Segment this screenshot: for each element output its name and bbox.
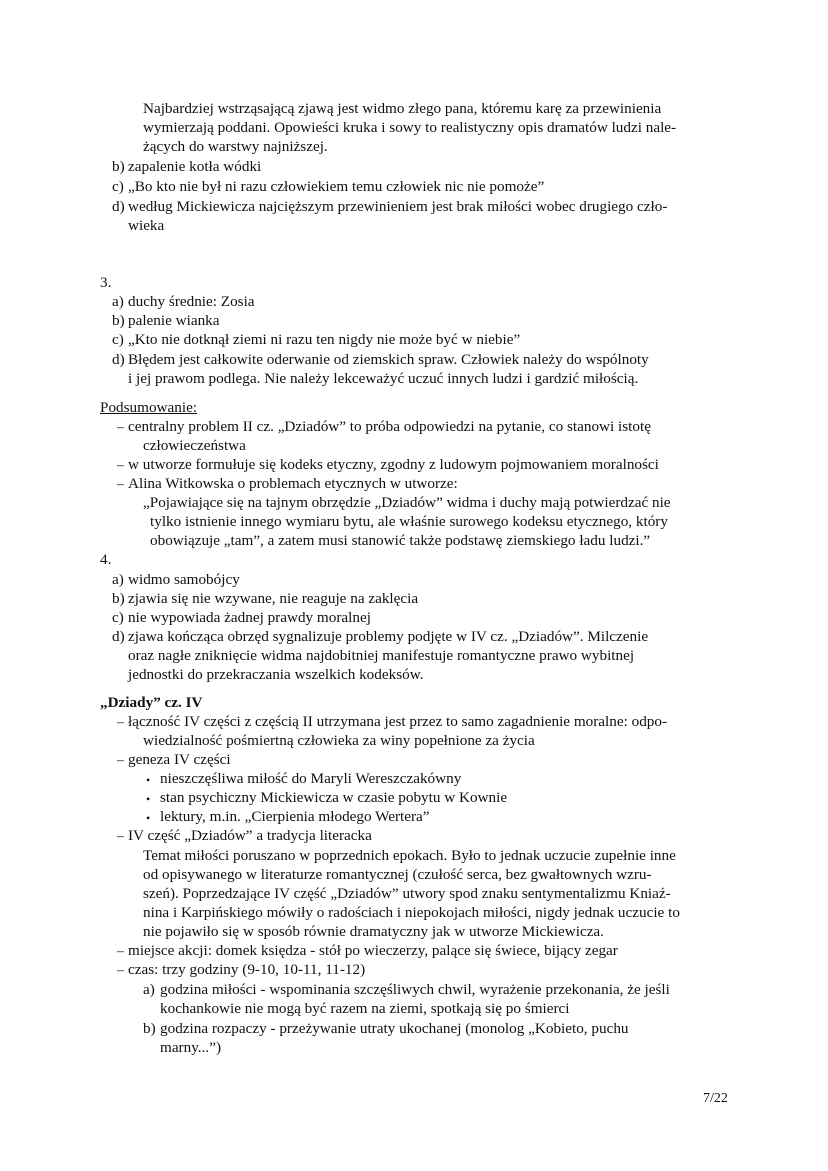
list-item: czas: trzy godziny (9-10, 10-11, 11-12) <box>128 961 366 978</box>
paragraph-line: nie pojawiło się w sposób równie dramatyczny jak w utworze Mickiewicza. <box>143 923 604 940</box>
sub-list-item-continued: marny...”) <box>160 1039 222 1056</box>
list-item: geneza IV części <box>128 751 231 768</box>
list-item: w utworze formułuje się kodeks etyczny, zgodny z ludowym pojmowaniem moralności <box>128 456 659 473</box>
list-item: Błędem jest całkowite oderwanie od ziemskich spraw. Człowiek należy do wspólnoty <box>128 351 649 368</box>
list-item: „Bo kto nie był ni razu człowiekiem temu człowiek nic nie pomoże” <box>128 178 545 195</box>
list-item: nie wypowiada żadnej prawdy moralnej <box>128 609 371 626</box>
quote-line: „Pojawiające się na tajnym obrzędzie „Dziadów” widma i duchy mają potwierdzać nie <box>143 494 671 511</box>
dash-bullet: – <box>117 458 124 473</box>
sub-list-item: godzina miłości - wspominania szczęśliwych chwil, wyrażenie przekonania, że jeśli <box>160 981 670 998</box>
list-item: Alina Witkowska o problemach etycznych w utworze: <box>128 475 458 492</box>
list-item-continued: oraz nagłe zniknięcie widma najdobitniej manifestuje romantyczne prawo wybitnej <box>128 647 635 664</box>
list-label: d) <box>112 628 125 645</box>
list-item: duchy średnie: Zosia <box>128 293 255 310</box>
dash-bullet: – <box>117 753 124 768</box>
quote-line: tylko istnienie innego wymiaru bytu, ale właśnie surowego kodeksu etycznego, który <box>150 513 668 530</box>
list-label: c) <box>112 178 124 195</box>
dash-bullet: – <box>117 829 124 844</box>
paragraph-line: od opisywanego w literaturze romantycznej (czułość serca, bez gwałtownych wzru- <box>143 866 652 883</box>
sub-list-item-continued: kochankowie nie mogą być razem na ziemi, spotkają się po śmierci <box>160 1000 570 1017</box>
dash-bullet: – <box>117 715 124 730</box>
list-item: według Mickiewicza najcięższym przewinieniem jest brak miłości wobec drugiego czło- <box>128 198 668 215</box>
text-line: Najbardziej wstrząsającą zjawą jest widmo złego pana, któremu karę za przewinienia <box>143 100 662 117</box>
paragraph-line: szeń). Poprzedzające IV część „Dziadów” utwory spod znaku sentymentalizmu Kniaź- <box>143 885 671 902</box>
list-item: zjawia się nie wzywane, nie reaguje na zaklęcia <box>128 590 419 607</box>
text-line: wymierzają poddani. Opowieści kruka i sowy to realistyczny opis dramatów ludzi nale- <box>143 119 677 136</box>
list-item: zjawa kończąca obrzęd sygnalizuje problemy podjęte w IV cz. „Dziadów”. Milczenie <box>128 628 649 645</box>
list-item: centralny problem II cz. „Dziadów” to próba odpowiedzi na pytanie, co stanowi istotę <box>128 418 651 435</box>
list-item: łączność IV części z częścią II utrzymana jest przez to samo zagadnienie moralne: odpo- <box>128 713 668 730</box>
page-number: 7/22 <box>703 1091 728 1106</box>
text-line: żących do warstwy najniższej. <box>143 138 328 155</box>
list-label: c) <box>112 331 124 348</box>
list-label: b) <box>112 590 125 607</box>
dash-bullet: – <box>117 963 124 978</box>
list-item: „Kto nie dotknął ziemi ni razu ten nigdy nie może być w niebie” <box>128 331 521 348</box>
dash-bullet: – <box>117 944 124 959</box>
dot-bullet: • <box>146 792 151 806</box>
list-label: b) <box>112 158 125 175</box>
list-label: a) <box>112 571 124 588</box>
list-label: c) <box>112 609 124 626</box>
paragraph-line: nina i Karpińskiego mówiły o radościach i niepokojach miłości, nigdy jednak uczucie to <box>143 904 680 921</box>
sub-list-item: godzina rozpaczy - przeżywanie utraty ukochanej (monolog „Kobieto, puchu <box>160 1020 629 1037</box>
sub-list-item: stan psychiczny Mickiewicza w czasie pobytu w Kownie <box>160 789 508 806</box>
list-item: miejsce akcji: domek księdza - stół po wieczerzy, palące się świece, bijący zegar <box>128 942 618 959</box>
sub-list-item: nieszczęśliwa miłość do Maryli Wereszczakówny <box>160 770 462 787</box>
list-item: palenie wianka <box>128 312 220 329</box>
section-heading: „Dziady” cz. IV <box>100 694 203 711</box>
list-label: a) <box>112 293 124 310</box>
list-item-continued: człowieczeństwa <box>143 437 246 454</box>
list-label: b) <box>143 1020 156 1037</box>
dash-bullet: – <box>117 477 124 492</box>
paragraph-line: Temat miłości poruszano w poprzednich epokach. Było to jednak uczucie zupełnie inne <box>143 847 676 864</box>
list-label: b) <box>112 312 125 329</box>
dot-bullet: • <box>146 773 151 787</box>
list-label: d) <box>112 351 125 368</box>
quote-line: obowiązuje „tam”, a zatem musi stanowić także podstawę ziemskiego ładu ludzi.” <box>150 532 651 549</box>
section-heading: Podsumowanie: <box>100 399 198 416</box>
dot-bullet: • <box>146 811 151 825</box>
list-item: zapalenie kotła wódki <box>128 158 262 175</box>
list-item-continued: i jej prawom podlega. Nie należy lekceważyć uczuć innych ludzi i gardzić miłością. <box>128 370 639 387</box>
list-item: IV część „Dziadów” a tradycja literacka <box>128 827 372 844</box>
list-item-continued: jednostki do przekraczania wszelkich kodeksów. <box>128 666 424 683</box>
list-item-continued: wieka <box>128 217 165 234</box>
list-label: a) <box>143 981 155 998</box>
section-number: 3. <box>100 274 112 291</box>
sub-list-item: lektury, m.in. „Cierpienia młodego Wertera” <box>160 808 430 825</box>
list-item: widmo samobójcy <box>128 571 240 588</box>
list-item-continued: wiedzialność pośmiertną człowieka za winy popełnione za życia <box>143 732 535 749</box>
dash-bullet: – <box>117 420 124 435</box>
list-label: d) <box>112 198 125 215</box>
section-number: 4. <box>100 551 112 568</box>
